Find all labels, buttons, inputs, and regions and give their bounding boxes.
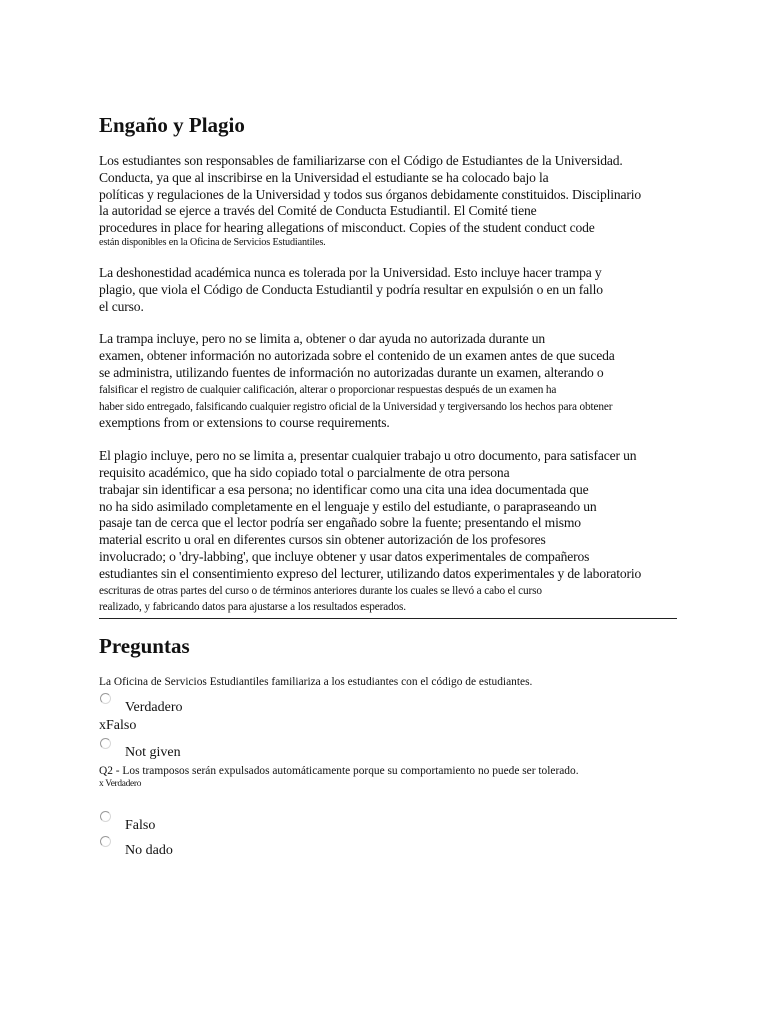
text-line: requisito académico, que ha sido copiado total o parcialmente de otra persona — [99, 464, 510, 480]
text-line: la autoridad se ejerce a través del Comité de Conducta Estudiantil. El Comité tiene — [99, 203, 537, 219]
radio-button[interactable] — [100, 836, 111, 847]
radio-button[interactable] — [100, 738, 111, 749]
question-2-text: Q2 - Los tramposos serán expulsados automáticamente porque su comportamiento no puede ser tolerado. — [99, 765, 579, 778]
option-label: Verdadero — [125, 700, 183, 716]
text-line: procedures in place for hearing allegations of misconduct. Copies of the student conduct code — [99, 220, 595, 236]
question-2 — [99, 764, 699, 857]
option-label: Not given — [125, 745, 181, 761]
text-line: se administra, utilizando fuentes de información no autorizadas durante un examen, alterando o — [99, 364, 604, 380]
text-line: pasaje tan de cerca que el lector podría ser engañado sobre la fuente; presentando el mismo — [99, 515, 581, 531]
text-line: examen, obtener información no autorizada sobre el contenido de un examen antes de que suceda — [99, 348, 615, 364]
question-1 — [99, 675, 699, 759]
text-line: están disponibles en la Oficina de Servicios Estudiantiles. — [99, 236, 326, 248]
section-divider — [99, 618, 677, 619]
text-line: La trampa incluye, pero no se limita a, obtener o dar ayuda no autorizada durante un — [99, 331, 546, 347]
section-title-preguntas: Preguntas — [99, 634, 190, 659]
text-line: estudiantes sin el consentimiento expreso del lecturer, utilizando datos experimentales y de laboratorio — [99, 565, 642, 581]
document-page — [99, 112, 699, 857]
paragraph-1 — [99, 153, 699, 249]
text-line: Los estudiantes son responsables de familiarizarse con el Código de Estudiantes de la Universidad. — [99, 153, 623, 168]
question-1-text: La Oficina de Servicios Estudiantiles familiariza a los estudiantes con el código de estudiantes. — [99, 676, 533, 689]
q1-option-verdadero[interactable] — [99, 693, 699, 714]
q2-marked-answer: x Verdadero — [99, 779, 142, 790]
section-title-engano: Engaño y Plagio — [99, 113, 245, 137]
q1-option-not-given[interactable] — [99, 738, 699, 759]
text-line: material escrito u oral en diferentes cursos sin obtener autorización de los profesores — [99, 532, 546, 548]
text-line: políticas y regulaciones de la Universidad y todos sus órganos debidamente constituidos. Disciplinario — [99, 186, 642, 202]
text-line: falsificar el registro de cualquier calificación, alterar o proporcionar respuestas después de un examen ha — [99, 383, 557, 396]
radio-button[interactable] — [100, 811, 111, 822]
text-line: realizado, y fabricando datos para ajustarse a los resultados esperados. — [99, 601, 406, 614]
text-line: La deshonestidad académica nunca es tolerada por la Universidad. Esto incluye hacer trampa y — [99, 264, 602, 280]
paragraph-4 — [99, 448, 699, 616]
text-line: el curso. — [99, 298, 144, 314]
radio-button[interactable] — [100, 693, 111, 704]
text-line: exemptions from or extensions to course requirements. — [99, 415, 390, 431]
text-line: El plagio incluye, pero no se limita a, presentar cualquier trabajo u otro documento, para satisfacer un — [99, 448, 637, 464]
q2-option-falso[interactable] — [99, 811, 699, 832]
text-line: plagio, que viola el Código de Conducta Estudiantil y podría resultar en expulsión o en un fallo — [99, 281, 603, 297]
option-label: Falso — [125, 818, 156, 834]
text-line: no ha sido asimilado completamente en el lenguaje y estilo del estudiante, o parapraseando un — [99, 498, 597, 514]
paragraph-2 — [99, 265, 699, 315]
q2-option-no-dado[interactable] — [99, 836, 699, 857]
paragraph-3 — [99, 331, 699, 432]
text-line: escrituras de otras partes del curso o de términos anteriores durante los cuales se llevó a cabo el curso — [99, 584, 542, 597]
text-line: involucrado; o 'dry-labbing', que incluye obtener y usar datos experimentales de compañeros — [99, 548, 590, 564]
text-line: trabajar sin identificar a esa persona; no identificar como una cita una idea documentada que — [99, 481, 589, 497]
q1-marked-answer: xFalso — [99, 718, 137, 734]
text-line: Conducta, ya que al inscribirse en la Universidad el estudiante se ha colocado bajo la — [99, 169, 549, 185]
option-label: No dado — [125, 843, 173, 859]
text-line: haber sido entregado, falsificando cualquier registro oficial de la Universidad y tergiversando los hechos para obtener — [99, 400, 613, 413]
